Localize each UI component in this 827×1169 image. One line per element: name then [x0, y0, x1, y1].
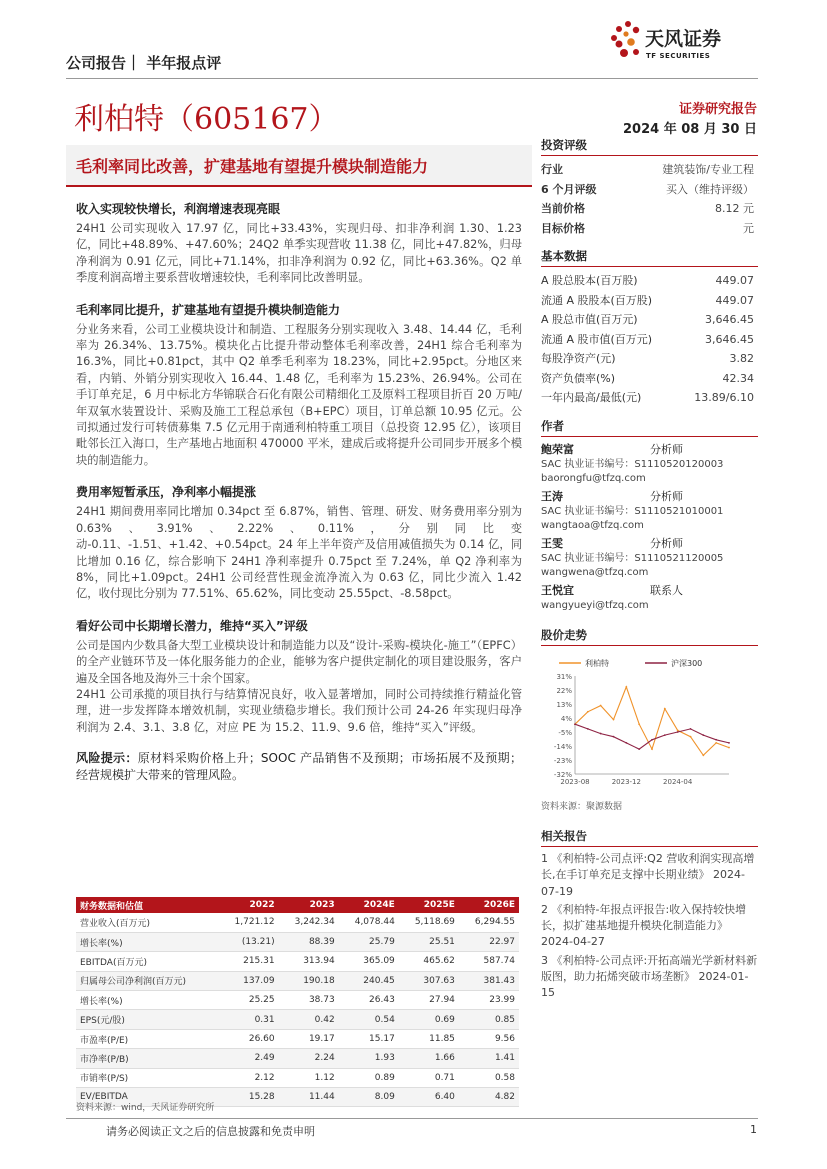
table-header: 2024E: [339, 897, 399, 913]
table-cell: 365.09: [339, 952, 399, 971]
table-header: 2022: [219, 897, 279, 913]
analyst: [541, 441, 758, 486]
risk-label: 风险提示：: [76, 751, 138, 766]
footer-rule: [66, 1118, 758, 1119]
table-cell: 587.74: [459, 952, 519, 971]
analyst-role: 分析师: [650, 442, 683, 456]
table-cell: 0.42: [279, 1010, 339, 1029]
series-point: [664, 708, 666, 710]
related-reports: [541, 828, 758, 1004]
price-chart: [541, 654, 761, 794]
basic-key: A 股总股本(百万股): [541, 274, 638, 287]
table-cell: 22.97: [459, 932, 519, 951]
series-point: [677, 731, 679, 733]
legend-label: 利柏特: [585, 659, 609, 668]
table-row: [76, 1049, 519, 1068]
table-cell: (13.21): [219, 932, 279, 951]
basic-row: [541, 349, 758, 369]
table-row-label: EPS(元/股): [76, 1010, 219, 1029]
analyst-email[interactable]: baorongfu@tfzq.com: [541, 472, 646, 484]
table-row: [76, 1029, 519, 1048]
table-cell: 4,078.44: [339, 913, 399, 932]
table-cell: 0.85: [459, 1010, 519, 1029]
table-row: [76, 932, 519, 951]
basic-row: [541, 388, 758, 408]
report-type: 公司报告｜ 半年报点评: [66, 54, 222, 72]
table-cell: 190.18: [279, 971, 339, 990]
page-number: 1: [750, 1123, 757, 1136]
basic-row: [541, 310, 758, 330]
series-point: [587, 711, 589, 713]
basic-key: A 股总市值(百万元): [541, 313, 638, 326]
logo-dots-icon: [611, 21, 639, 57]
y-tick-label: 13%: [556, 701, 572, 709]
section-title: 收入实现较快增长，利润增速表现亮眼: [76, 202, 281, 216]
analyst-cert: SAC 执业证书编号：S1110520120003: [541, 458, 724, 470]
series-point: [613, 736, 615, 738]
table-cell: 25.51: [399, 932, 459, 951]
rating-key: 目标价格: [541, 221, 585, 235]
table-cell: 88.39: [279, 932, 339, 951]
series-point: [638, 748, 640, 750]
y-tick-label: -32%: [553, 771, 572, 779]
table-row-label: 市净率(P/B): [76, 1049, 219, 1068]
table-row-label: 归属母公司净利润(百万元): [76, 971, 219, 990]
risk-warning: [76, 750, 522, 784]
basic-key: 资产负债率(%): [541, 371, 616, 385]
y-tick-label: -14%: [553, 743, 572, 751]
rating-row: [541, 219, 758, 239]
basic-key: 流通 A 股市值(百万元): [541, 332, 653, 346]
section-body: 24H1 期间费用率同比增加 0.34pct 至 6.87%，销售、管理、研发、财务费用率分别为 0.63%、3.91%、2.22%、0.11%，分别同比变动-0.11、-1.51、+1.42、+0.54pct。24 年上半年资产及信用减值损失为 0.14 亿，同比增加 0.16 亿，综合影响下 24H1 净利率提升 0.75pct 至 7.24%，单 Q2 净利率为 8%，同比+1.09pct。24H1 公司经营性现金流净流入为 0.63 亿，同比少流入 1.42 亿，收付现比分别为 77.51%、65.62%，同比变动 25.55pct、-8.58pct。: [76, 505, 522, 601]
table-cell: 4.82: [459, 1088, 519, 1107]
table-cell: 1.66: [399, 1049, 459, 1068]
table-row: [76, 1010, 519, 1029]
table-cell: 25.25: [219, 991, 279, 1010]
rating-value: 建筑装饰/专业工程: [662, 163, 754, 176]
rating-value: 元: [743, 221, 754, 235]
table-cell: 2.24: [279, 1049, 339, 1068]
table-cell: 1.41: [459, 1049, 519, 1068]
rating-value: 买入（维持评级）: [666, 182, 754, 196]
series-point: [574, 723, 576, 725]
rating-key: 6 个月评级: [541, 182, 597, 196]
series-point: [651, 739, 653, 741]
rating-key: 当前价格: [541, 202, 585, 215]
table-cell: 8.09: [339, 1088, 399, 1107]
x-tick-label: 2023-12: [611, 778, 641, 786]
analyst-role: 联系人: [650, 583, 683, 597]
analyst-role: 分析师: [650, 489, 683, 503]
series-point: [625, 742, 627, 744]
table-cell: 1.93: [339, 1049, 399, 1068]
series-point: [625, 686, 627, 688]
related-report[interactable]: 1 《利柏特-公司点评:Q2 营收利润实现高增长,在手订单充足支撑中长期业绩》 2024-07-19: [541, 852, 755, 898]
table-cell: 11.85: [399, 1029, 459, 1048]
price-chart-source: 资料来源：聚源数据: [541, 802, 623, 812]
y-tick-label: -23%: [553, 757, 572, 765]
disclaimer: 请务必阅读正文之后的信息披露和免责申明: [106, 1125, 315, 1138]
section-title: 看好公司中长期增长潜力，维持“买入”评级: [76, 618, 308, 633]
series-line-0: [575, 687, 729, 755]
table-cell: 1,721.12: [219, 913, 279, 932]
basic-data-title: 基本数据: [541, 248, 758, 267]
y-tick-label: 22%: [556, 687, 572, 695]
section-title: 毛利率同比提升，扩建基地有望提升模块制造能力: [76, 302, 341, 317]
rating-row: [541, 199, 758, 219]
table-row-label: EBITDA(百万元): [76, 952, 219, 971]
table-header-row: [76, 897, 519, 913]
analyst-name: 鲍荣富: [541, 442, 574, 456]
table-cell: 9.56: [459, 1029, 519, 1048]
series-point: [715, 742, 717, 744]
series-point: [651, 748, 653, 750]
series-point: [600, 733, 602, 735]
series-point: [613, 719, 615, 721]
table-cell: 215.31: [219, 952, 279, 971]
risk-text: 原材料采购价格上升；SOOC 产品销售不及预期；市场拓展不及预期；经营规模扩大带来的管理风险。: [76, 751, 522, 783]
table-cell: 25.79: [339, 932, 399, 951]
table-row: [76, 971, 519, 990]
rating-value: 8.12 元: [715, 202, 754, 215]
series-point: [587, 728, 589, 730]
table-cell: 0.89: [339, 1068, 399, 1087]
related-report[interactable]: 2 《利柏特-年报点评报告:收入保持较快增长，拟扩建基地提升模块化制造能力》 2024-04-27: [541, 902, 747, 949]
rating-row: [541, 160, 758, 180]
table-cell: 5,118.69: [399, 913, 459, 932]
y-tick-label: 4%: [560, 715, 572, 723]
table-cell: 307.63: [399, 971, 459, 990]
basic-key: 一年内最高/最低(元): [541, 391, 642, 404]
analyst-email[interactable]: wangyueyi@tfzq.com: [541, 599, 649, 611]
logo-name-cn: 天风证券: [645, 28, 722, 50]
section-body-2: 24H1 公司承揽的项目执行与结算情况良好，收入显著增加，同时公司持续推行精益化管理，进一步发挥降本增效机制，实现业绩稳步增长。我们预计公司 24-26 年实现归母净利润为 2.4、3.1、3.8 亿，对应 PE 为 15.2、11.9、9.6 倍，维持“买入”评级。: [76, 687, 522, 734]
basic-value: 13.89/6.10: [694, 391, 754, 404]
analyst: [541, 488, 758, 533]
table-cell: 38.73: [279, 991, 339, 1010]
table-header: 财务数据和估值: [76, 897, 219, 913]
basic-value: 3,646.45: [705, 313, 754, 326]
basic-row: [541, 271, 758, 291]
table-row: [76, 1068, 519, 1087]
analyst-email[interactable]: wangwena@tfzq.com: [541, 566, 649, 578]
table-cell: 0.31: [219, 1010, 279, 1029]
analyst-role: 分析师: [650, 536, 683, 550]
series-point: [690, 736, 692, 738]
table-cell: 15.28: [219, 1088, 279, 1107]
series-point: [690, 728, 692, 730]
basic-value: 3.82: [729, 352, 754, 365]
table-cell: 3,242.34: [279, 913, 339, 932]
analyst-cert: SAC 执业证书编号：S1110521010001: [541, 505, 724, 517]
table-cell: 19.17: [279, 1029, 339, 1048]
analyst-name: 王雯: [541, 536, 563, 550]
headline: 毛利率同比改善，扩建基地有望提升模块制造能力: [76, 157, 429, 176]
table-cell: 26.43: [339, 991, 399, 1010]
rating-row: [541, 180, 758, 200]
related-title: 相关报告: [541, 828, 758, 847]
basic-row: [541, 330, 758, 350]
company-title: 利柏特（605167）: [74, 102, 339, 137]
table-cell: 137.09: [219, 971, 279, 990]
series-point: [664, 734, 666, 736]
section-body: 24H1 公司实现收入 17.97 亿，同比+33.43%，实现归母、扣非净利润 1.30、1.23 亿，同比+48.89%、+47.60%；24Q2 单季实现营收 11.38 亿，同比+47.82%，归母净利润为 0.91 亿元，同比+71.14%，扣非净利润为 0.92 亿，同比+63.36%。Q2 单季度利润高增主要系营收增速较快，毛利率同比改善明显。: [76, 222, 522, 285]
basic-row: [541, 291, 758, 311]
table-row: [76, 991, 519, 1010]
financial-table: [76, 897, 519, 1107]
analyst-name: 王涛: [541, 489, 563, 503]
side-column: [541, 137, 758, 650]
table-cell: 0.69: [399, 1010, 459, 1029]
analyst: [541, 535, 758, 580]
series-point: [677, 730, 679, 732]
table-cell: 2.12: [219, 1068, 279, 1087]
table-header: 2026E: [459, 897, 519, 913]
table-header: 2023: [279, 897, 339, 913]
x-tick-label: 2024-04: [663, 778, 693, 786]
series-point: [702, 754, 704, 756]
table-cell: 15.17: [339, 1029, 399, 1048]
basic-value: 42.34: [722, 371, 754, 385]
table-row-label: 营业收入(百万元): [76, 913, 219, 932]
table-row-label: 市销率(P/S): [76, 1068, 219, 1087]
analyst-email[interactable]: wangtaoa@tfzq.com: [541, 519, 644, 531]
table-cell: 1.12: [279, 1068, 339, 1087]
series-point: [600, 705, 602, 707]
table-cell: 26.60: [219, 1029, 279, 1048]
section-title: 费用率短暂承压，净利率小幅提涨: [76, 485, 257, 500]
table-cell: 11.44: [279, 1088, 339, 1107]
table-source: 资料来源：wind，天风证券研究所: [76, 1103, 215, 1113]
table-cell: 313.94: [279, 952, 339, 971]
series-point: [715, 739, 717, 741]
rating-title: 投资评级: [541, 137, 758, 156]
basic-value: 449.07: [715, 293, 754, 307]
analyst-name: 王悦宜: [541, 583, 574, 597]
related-report[interactable]: 3 《利柏特-公司点评:开拓高端光学新材料新版图，助力拓烯突破市场垄断》 2024-01-15: [541, 953, 758, 1000]
table-row: [76, 913, 519, 932]
table-cell: 0.58: [459, 1068, 519, 1087]
table-cell: 0.71: [399, 1068, 459, 1087]
table-cell: 6.40: [399, 1088, 459, 1107]
x-tick-label: 2023-08: [560, 778, 590, 786]
series-point: [728, 747, 730, 749]
table-row-label: 增长率(%): [76, 932, 219, 951]
y-tick-label: 31%: [556, 673, 572, 681]
table-cell: 240.45: [339, 971, 399, 990]
report-class: 证券研究报告: [678, 102, 757, 117]
basic-key: 每股净资产(元): [541, 352, 616, 365]
series-point: [702, 734, 704, 736]
table-cell: 0.54: [339, 1010, 399, 1029]
series-line-1: [575, 724, 729, 749]
rating-key: 行业: [541, 163, 563, 176]
table-row-label: 市盈率(P/E): [76, 1029, 219, 1048]
report-date: 2024 年 08 月 30 日: [623, 122, 757, 137]
header-rule: [66, 78, 758, 79]
table-cell: 27.94: [399, 991, 459, 1010]
legend-label: 沪深300: [671, 659, 703, 668]
series-point: [638, 723, 640, 725]
price-chart-title: 股价走势: [541, 627, 758, 646]
table-cell: 465.62: [399, 952, 459, 971]
table-cell: 6,294.55: [459, 913, 519, 932]
table-header: 2025E: [399, 897, 459, 913]
table-row-label: EV/EBITDA: [76, 1088, 219, 1107]
main-column: [76, 200, 522, 784]
series-point: [728, 742, 730, 744]
basic-value: 3,646.45: [705, 332, 754, 346]
table-row: [76, 952, 519, 971]
basic-value: 449.07: [715, 274, 754, 287]
table-cell: 381.43: [459, 971, 519, 990]
basic-row: [541, 369, 758, 389]
table-cell: 23.99: [459, 991, 519, 1010]
section-body: 公司是国内少数具备大型工业模块设计和制造能力以及“设计-采购-模块化-施工”（EPFC）的全产业链环节及一体化服务能力的企业，能够为客户提供定制化的项目建设服务，客户遍及全国各地及海外三十余个国家。: [76, 638, 522, 685]
basic-key: 流通 A 股股本(百万股): [541, 293, 653, 307]
analyst-cert: SAC 执业证书编号：S1110521120005: [541, 552, 724, 564]
authors-title: 作者: [541, 418, 758, 437]
logo-name-en: TF SECURITIES: [646, 52, 711, 60]
analyst: [541, 582, 758, 613]
table-cell: 2.49: [219, 1049, 279, 1068]
section-body: 分业务来看，公司工业模块设计和制造、工程服务分别实现收入 3.48、14.44 亿，毛利率为 26.34%、13.75%。模块化占比提升带动整体毛利率改善，24H1 综合毛利率为 16.3%，同比+0.81pct，其中 Q2 单季毛利率为 18.23%，同比+2.95pct。分地区来看，内销、外销分别实现收入 16.44、1.48 亿，毛利率为 15.23%、26.94%。公司在手订单充足，6 月中标北方华锦联合石化有限公司精细化工及原料工程项目折百 20 万吨/年双氧水装置设计、采购及施工工程总承包（B+EPC）项目，订单总额 10.95 亿元。公司拟通过发行可转债募集 7.5 亿元用于南通利柏特重工项目（总投资 12.95 亿），该项目毗邻长江入海口，生产基地占地面积 470000 平米，建成后或将提升公司同步开展多个模块的制造能力。: [76, 322, 522, 467]
table-row-label: 增长率(%): [76, 991, 219, 1010]
y-tick-label: -5%: [558, 729, 572, 737]
